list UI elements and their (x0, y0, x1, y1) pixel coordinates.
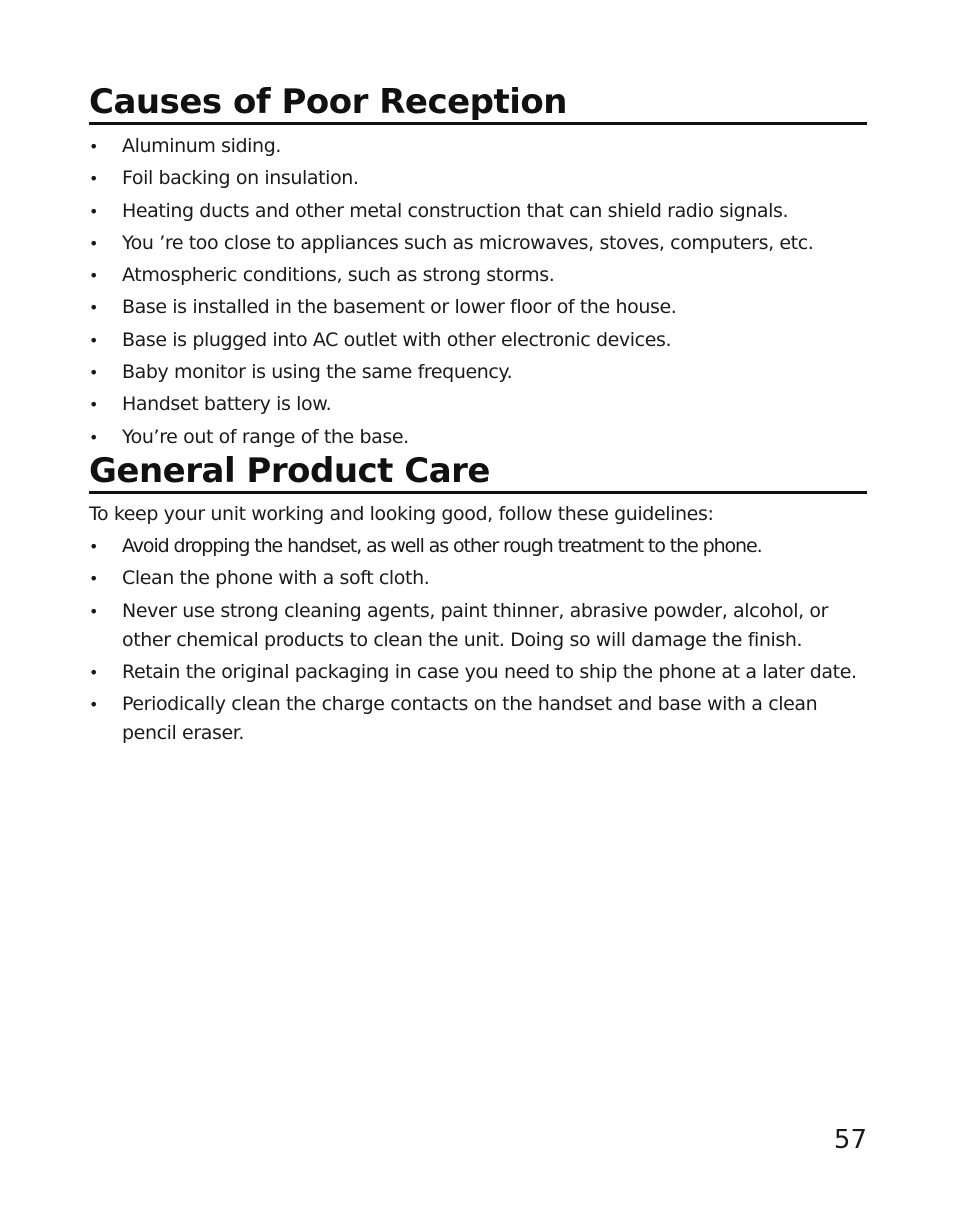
page-number: 57 (833, 1125, 867, 1155)
section-product-care (89, 451, 867, 751)
list-item (89, 423, 867, 452)
section-poor-reception (89, 82, 867, 455)
list-item (89, 532, 867, 561)
bullet: • (89, 363, 99, 383)
list-item (89, 326, 867, 355)
list-item (89, 229, 867, 258)
list-item (89, 597, 867, 655)
bullet: • (89, 694, 99, 714)
list-item-text: Handset battery is low. (122, 393, 332, 416)
list-item-text: Never use strong cleaning agents, paint thinner, abrasive powder, alcohol, or other chemical products to clean the unit. Doing so will damage the finish. (122, 599, 829, 651)
bullet: • (89, 233, 99, 253)
list-item-text: Avoid dropping the handset, as well as other rough treatment to the phone. (122, 535, 762, 557)
reception-causes-list (89, 132, 867, 452)
bullet: • (89, 137, 99, 156)
list-item-text: Base is plugged into AC outlet with other electronic devices. (122, 328, 672, 351)
bullet: • (89, 266, 99, 286)
bullet: • (89, 569, 99, 589)
bullet: • (89, 298, 99, 318)
bullet: • (89, 395, 99, 415)
list-item-text: Clean the phone with a soft cloth. (122, 567, 430, 590)
list-item-text: You ’re too close to appliances such as microwaves, stoves, computers, etc. (122, 231, 814, 254)
bullet: • (89, 537, 99, 556)
section-intro: To keep your unit working and looking good, follow these guidelines: (89, 503, 714, 525)
list-item (89, 197, 867, 226)
section-heading: Causes of Poor Reception (89, 82, 867, 125)
product-care-list (89, 532, 867, 748)
list-item (89, 690, 867, 748)
list-item-text: Base is installed in the basement or lower floor of the house. (122, 296, 677, 319)
list-item (89, 358, 867, 387)
bullet: • (89, 169, 99, 189)
list-item-text: Baby monitor is using the same frequency. (122, 361, 513, 384)
bullet: • (89, 662, 99, 682)
section-heading: General Product Care (89, 451, 867, 494)
list-item (89, 164, 867, 193)
bullet: • (89, 601, 99, 621)
list-item-text: You’re out of range of the base. (122, 425, 409, 448)
list-item-text: Heating ducts and other metal construction that can shield radio signals. (122, 199, 789, 222)
list-item-text: Aluminum siding. (122, 135, 281, 157)
list-item-text: Retain the original packaging in case you need to ship the phone at a later date. (122, 660, 857, 683)
list-item (89, 390, 867, 419)
list-item (89, 261, 867, 290)
list-item-text: Atmospheric conditions, such as strong storms. (122, 264, 555, 287)
bullet: • (89, 201, 99, 221)
bullet: • (89, 427, 99, 447)
list-item (89, 564, 867, 593)
list-item-text: Periodically clean the charge contacts on the handset and base with a clean pencil eraser. (122, 692, 818, 744)
bullet: • (89, 330, 99, 350)
list-item (89, 293, 867, 322)
list-item (89, 132, 867, 161)
list-item-text: Foil backing on insulation. (122, 167, 359, 190)
list-item (89, 658, 867, 687)
